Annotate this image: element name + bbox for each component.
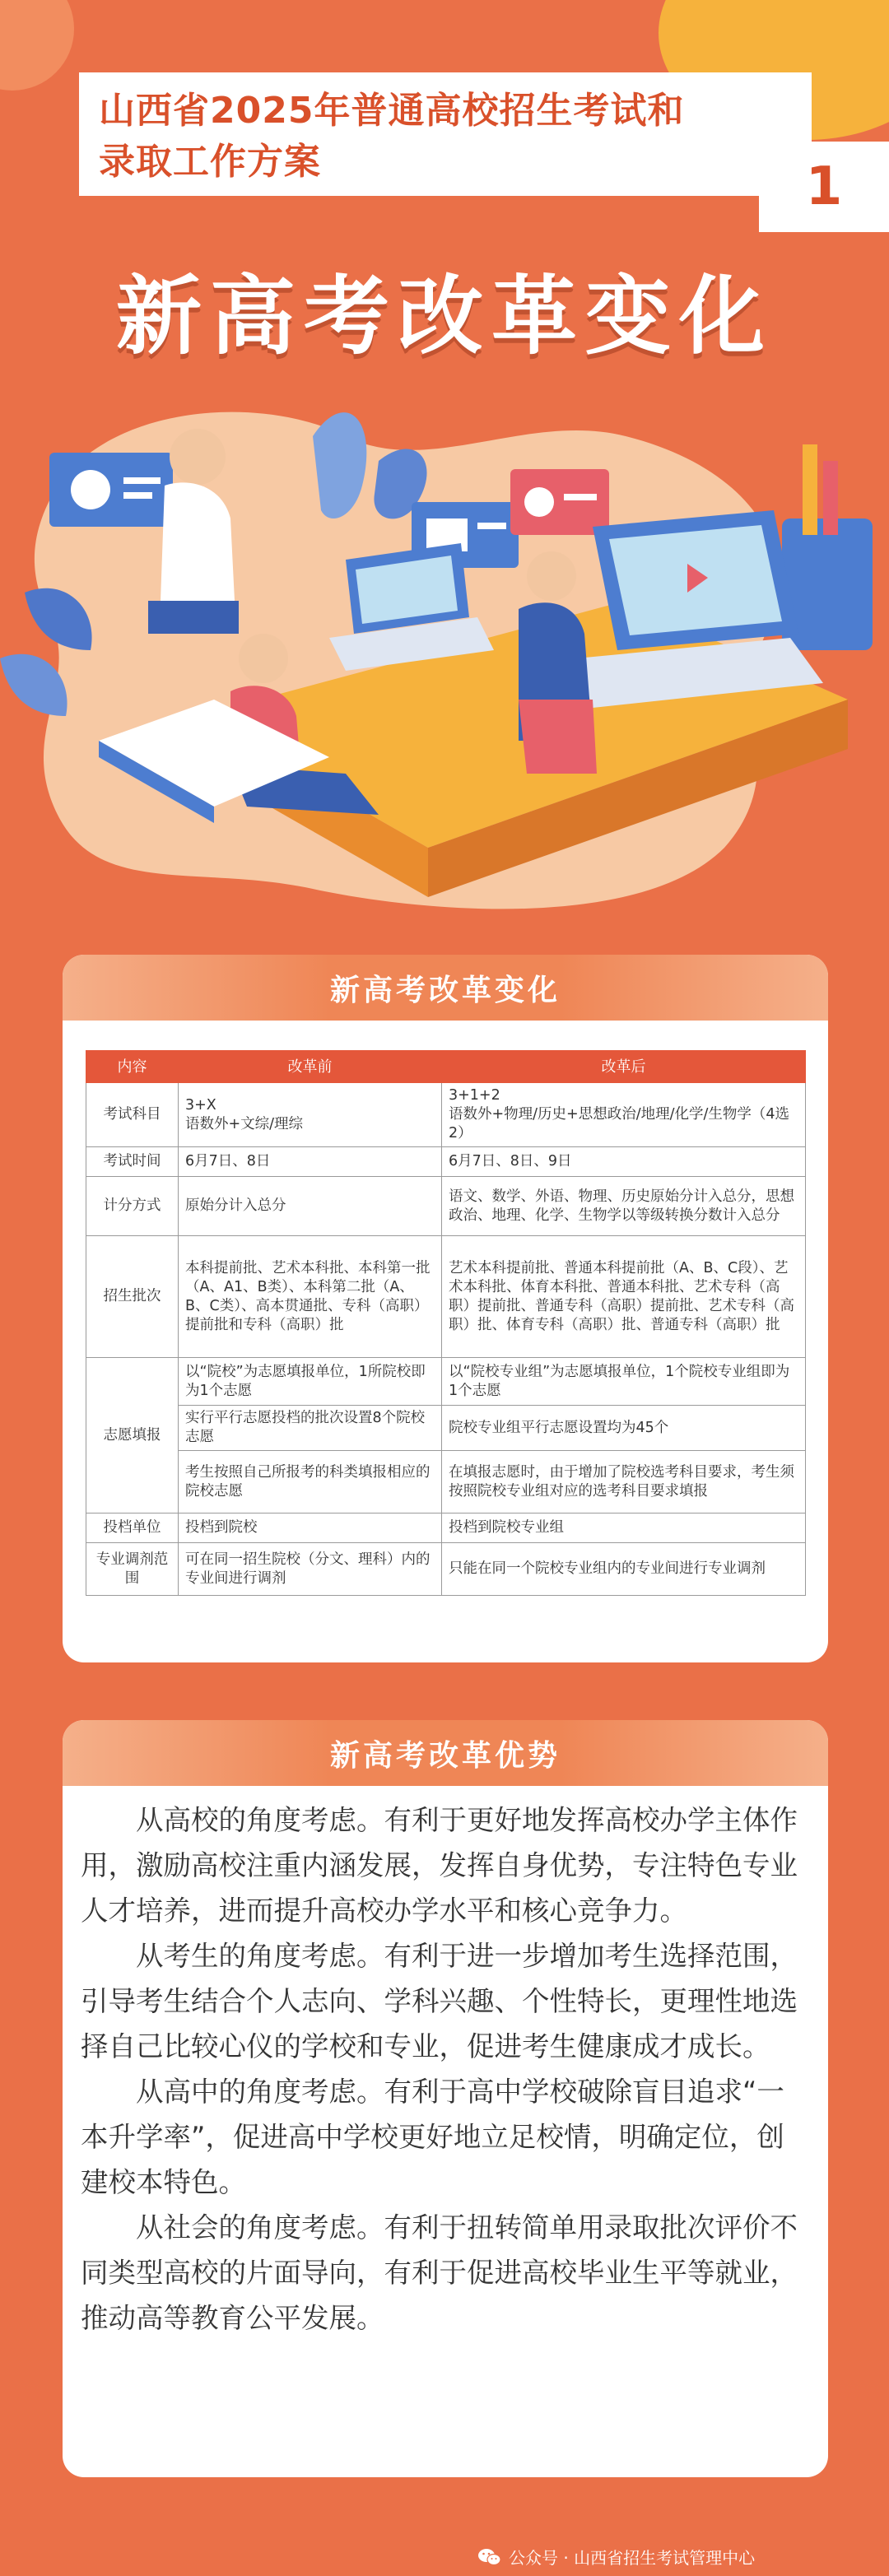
table-row — [86, 1236, 806, 1358]
cell-after: 3+1+2 语数外+物理/历史+思想政治/地理/化学/生物学（4选2） — [442, 1083, 806, 1147]
cell-before: 可在同一招生院校（分文、理科）内的专业间进行调剂 — [179, 1543, 442, 1596]
cell-after: 6月7日、8日、9日 — [442, 1147, 806, 1177]
table-row — [86, 1147, 806, 1177]
hero-illustration — [0, 387, 889, 963]
comparison-table — [86, 1050, 806, 1596]
cell-after: 语文、数学、外语、物理、历史原始分计入总分，思想政治、地理、化学、生物学以等级转换分数计入总分 — [442, 1177, 806, 1236]
advantage-paragraph: 从高校的角度考虑。有利于更好地发挥高校办学主体作用，激励高校注重内涵发展，发挥自身优势，专注特色专业人才培养，进而提升高校办学水平和核心竞争力。 — [81, 1804, 798, 1927]
cell-before: 考生按照自己所报考的科类填报相应的院校志愿 — [179, 1451, 442, 1514]
row-label: 志愿填报 — [86, 1358, 179, 1514]
advantage-paragraph: 从社会的角度考虑。有利于扭转简单用录取批次评价不同类型高校的片面导向，有利于促进高校毕业生平等就业，推动高等教育公平发展。 — [81, 2211, 798, 2334]
comparison-card — [63, 955, 828, 1662]
advantages-text — [81, 1797, 805, 2341]
row-label: 计分方式 — [86, 1177, 179, 1236]
table-row — [86, 1543, 806, 1596]
row-label: 专业调剂范围 — [86, 1543, 179, 1596]
cell-before: 投档到院校 — [179, 1514, 442, 1543]
header-title — [99, 86, 774, 188]
table-row — [86, 1514, 806, 1543]
row-label: 投档单位 — [86, 1514, 179, 1543]
cell-after: 院校专业组平行志愿设置均为45个 — [442, 1406, 806, 1451]
cell-after: 在填报志愿时，由于增加了院校选考科目要求，考生须按照院校专业组对应的选考科目要求填报 — [442, 1451, 806, 1514]
row-label: 考试时间 — [86, 1147, 179, 1177]
table-row — [86, 1451, 806, 1514]
cell-after: 只能在同一个院校专业组内的专业间进行专业调剂 — [442, 1543, 806, 1596]
wechat-icon — [477, 2547, 502, 2567]
cell-after: 以“院校专业组”为志愿填报单位，1个院校专业组即为1个志愿 — [442, 1358, 806, 1406]
page-number: 1 — [805, 156, 843, 217]
cell-after: 艺术本科提前批、普通本科提前批（A、B、C段）、艺术本科批、体育本科批、普通本科批、艺术专科（高职）提前批、普通专科（高职）提前批、艺术专科（高职）批、体育专科（高职）批、普通专科（高职）批 — [442, 1236, 806, 1358]
cell-before: 原始分计入总分 — [179, 1177, 442, 1236]
header-title-line-1: 山西省2025年普通高校招生考试和 — [99, 90, 685, 132]
table-header-row — [86, 1051, 806, 1083]
header-title-line-2: 录取工作方案 — [99, 141, 321, 183]
footer-source — [477, 2545, 864, 2569]
cell-after: 投档到院校专业组 — [442, 1514, 806, 1543]
cell-before: 3+X 语数外+文综/理综 — [179, 1083, 442, 1147]
decorative-circle — [0, 0, 74, 91]
table-row — [86, 1406, 806, 1451]
advantage-paragraph: 从高中的角度考虑。有利于高中学校破除盲目追求“一本升学率”，促进高中学校更好地立足校情，明确定位，创建校本特色。 — [81, 2076, 784, 2198]
screen-panel — [510, 469, 609, 535]
table-row — [86, 1358, 806, 1406]
row-label: 考试科目 — [86, 1083, 179, 1147]
table-row — [86, 1083, 806, 1147]
advantage-paragraph: 从考生的角度考虑。有利于进一步增加考生选择范围，引导考生结合个人志向、学科兴趣、个性特长，更理性地选择自己比较心仪的学校和专业，促进考生健康成才成长。 — [81, 1940, 798, 2062]
footer-text: 公众号 · 山西省招生考试管理中心 — [509, 2548, 756, 2568]
cell-before: 实行平行志愿投档的批次设置8个院校志愿 — [179, 1406, 442, 1451]
cell-before: 以“院校”为志愿填报单位，1所院校即为1个志愿 — [179, 1358, 442, 1406]
cell-before: 6月7日、8日 — [179, 1147, 442, 1177]
comparison-card-title: 新高考改革变化 — [63, 955, 828, 1021]
main-title: 新高考改革变化 — [115, 266, 773, 366]
advantages-card-title: 新高考改革优势 — [63, 1720, 828, 1786]
screen-panel — [49, 453, 173, 527]
table-header-cell: 改革前 — [179, 1051, 442, 1083]
table-header-cell: 改革后 — [442, 1051, 806, 1083]
table-header-cell: 内容 — [86, 1051, 179, 1083]
table-row — [86, 1177, 806, 1236]
cell-before: 本科提前批、艺术本科批、本科第一批（A、A1、B类）、本科第二批（A、B、C类）、高本贯通批、专科（高职）提前批和专科（高职）批 — [179, 1236, 442, 1358]
row-label: 招生批次 — [86, 1236, 179, 1358]
